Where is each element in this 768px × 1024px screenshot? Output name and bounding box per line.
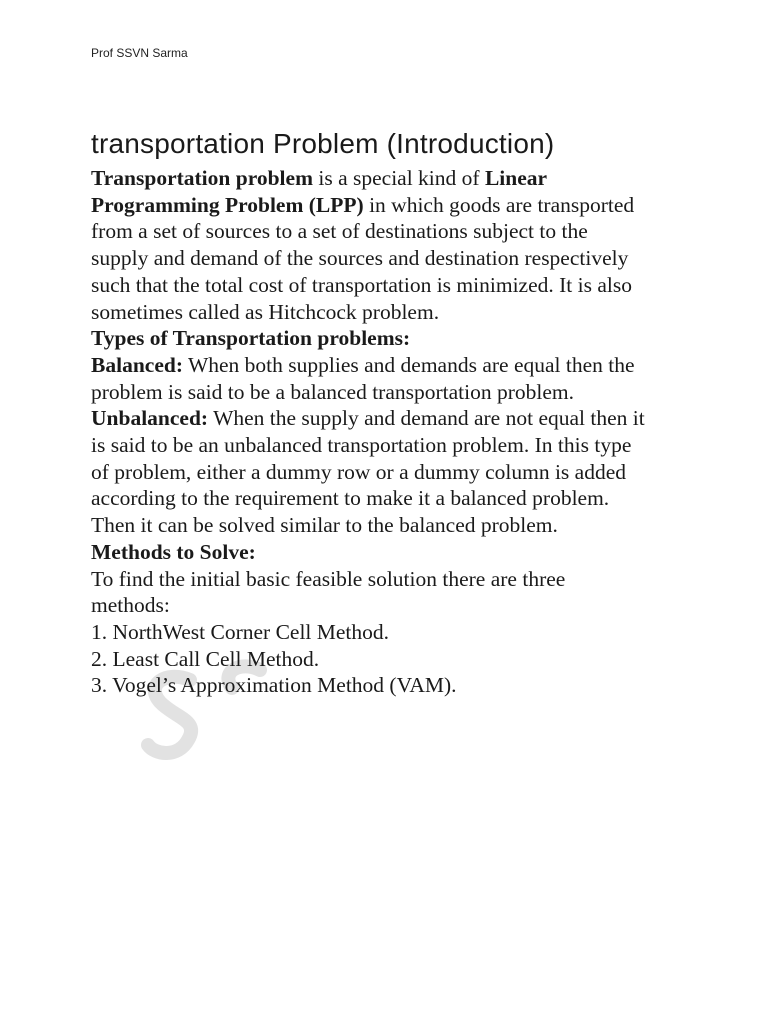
methods-intro: To find the initial basic feasible solution there are three methods:	[91, 566, 566, 618]
list-item: 3. Vogel’s Approximation Method (VAM).	[91, 673, 457, 698]
types-heading: Types of Transportation problems:	[91, 326, 411, 351]
balanced-paragraph: Balanced: When both supplies and demands are equal then the problem is said to be a balanced transportation problem.	[91, 352, 635, 404]
term-transportation-problem: Transportation problem	[91, 166, 313, 190]
unbalanced-paragraph: Unbalanced: When the supply and demand are not equal then it is said to be an unbalanced transportation problem. In this type of problem, either a dummy row or a dummy column is added according to the requirement to make it a balanced problem. Then it can be solved similar to the balanced problem.	[91, 406, 645, 538]
term-lpp: Programming Problem (LPP)	[91, 192, 364, 217]
methods-heading: Methods to Solve:	[91, 539, 256, 564]
document-body	[91, 127, 691, 699]
list-item: 2. Least Call Cell Method.	[91, 646, 320, 671]
intro-paragraph: Transportation problem is a special kind of Linear Programming Problem (LPP) in which goods are transported from a set of sources to a set of destinations subject to the supply and demand of the sources and destination respectively such that the total cost of transportation is minimized. It is also sometimes called as Hitchcock problem.	[91, 166, 635, 324]
unbalanced-label: Unbalanced:	[91, 406, 209, 431]
document-title: transportation Problem (Introduction)	[91, 128, 555, 159]
methods-list	[91, 619, 691, 699]
term-linear: Linear	[484, 166, 548, 190]
page-header-author: Prof SSVN Sarma	[91, 46, 188, 60]
list-item: 1. NorthWest Corner Cell Method.	[91, 619, 390, 644]
balanced-label: Balanced:	[91, 352, 183, 377]
